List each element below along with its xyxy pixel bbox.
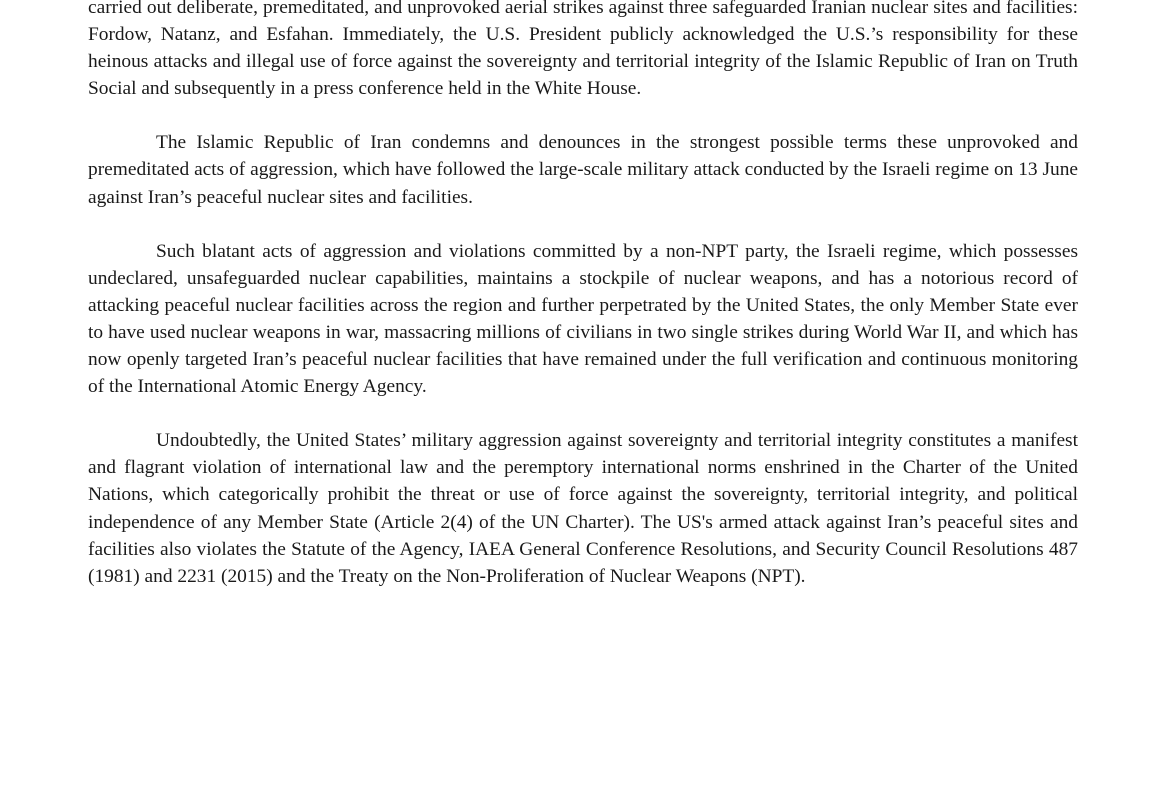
document-body — [88, 0, 1078, 617]
paragraph-4: Undoubtedly, the United States’ military aggression against sovereignty and territorial integrity constitutes a manifest and flagrant violation of international law and the peremptory international norms enshrined in the Charter of the United Nations, which categorically prohibit the threat or use of force against the sovereignty, territorial integrity, and political independence of any Member State (Article 2(4) of the UN Charter). The US's armed attack against Iran’s peaceful sites and facilities also violates the Statute of the Agency, IAEA General Conference Resolutions, and Security Council Resolutions 487 (1981) and 2231 (2015) and the Treaty on the Non-Proliferation of Nuclear Weapons (NPT). — [88, 430, 1078, 587]
paragraph-3: Such blatant acts of aggression and violations committed by a non-NPT party, the Israeli regime, which possesses undeclared, unsafeguarded nuclear capabilities, maintains a stockpile of nuclear weapons, and has a notorious record of attacking peaceful nuclear facilities across the region and further perpetrated by the United States, the only Member State ever to have used nuclear weapons in war, massacring millions of civilians in two single strikes during World War II, and which has now openly targeted Iran’s peaceful nuclear facilities that have remained under the full verification and continuous monitoring of the International Atomic Energy Agency. — [88, 240, 1078, 398]
paragraph-2: The Islamic Republic of Iran condemns and denounces in the strongest possible terms these unprovoked and premeditated acts of aggression, which have followed the large-scale military attack conducted by the Israeli regime on 13 June against Iran’s peaceful nuclear sites and facilities. — [88, 132, 1078, 208]
paragraph-1: carried out deliberate, premeditated, and unprovoked aerial strikes against three safeguarded Iranian nuclear sites and facilities: Fordow, Natanz, and Esfahan. Immediately, the U.S. President publicly acknowledged the U.S.’s responsibility for these heinous attacks and illegal use of force against the sovereignty and territorial integrity of the Islamic Republic of Iran on Truth Social and subsequently in a press conference held in the White House. — [88, 0, 1078, 100]
